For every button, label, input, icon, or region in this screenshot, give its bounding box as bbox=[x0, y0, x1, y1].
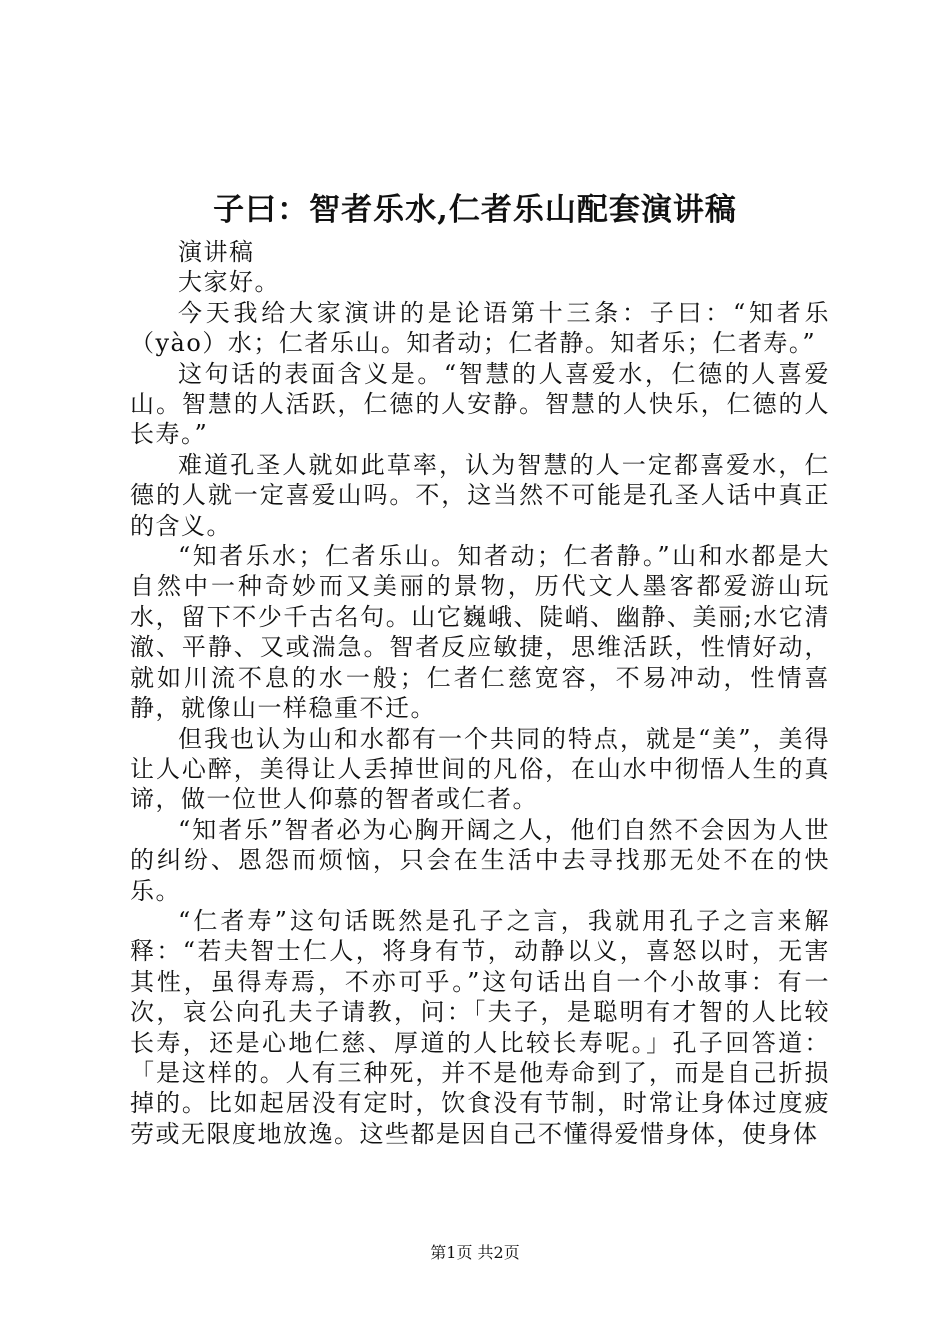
paragraph: “知者乐”智者必为心胸开阔之人，他们自然不会因为人世的纠纷、恩怨而烦恼，只会在生活中去寻找那无处不在的快乐。 bbox=[130, 815, 830, 905]
paragraph: 这句话的表面含义是。“智慧的人喜爱水，仁德的人喜爱山。智慧的人活跃，仁德的人安静。智慧的人快乐，仁德的人长寿。” bbox=[130, 359, 830, 449]
paragraph: “知者乐水；仁者乐山。知者动；仁者静。”山和水都是大自然中一种奇妙而又美丽的景物，历代文人墨客都爱游山玩水，留下不少千古名句。山它巍峨、陡峭、幽静、美丽;水它清澈、平静、又或湍急。智者反应敏捷，思维活跃，性情好动，就如川流不息的水一般；仁者仁慈宽容，不易冲动，性情喜静，就像山一样稳重不迁。 bbox=[130, 542, 830, 723]
document-title: 子曰：智者乐水,仁者乐山配套演讲稿 bbox=[213, 192, 737, 228]
paragraph-heading: 演讲稿 bbox=[178, 238, 255, 266]
page-footer: 第1页 共2页 bbox=[430, 1243, 520, 1262]
paragraph: “仁者寿”这句话既然是孔子之言，我就用孔子之言来解释：“若夫智士仁人，将身有节，动静以义，喜怒以时，无害其性，虽得寿焉，不亦可乎。”这句话出自一个小故事：有一次，哀公向孔夫子请教，问：「夫子，是聪明有才智的人比较长寿，还是心地仁慈、厚道的人比较长寿呢。」孔子回答道：「是这样的。人有三种死，并不是他寿命到了，而是自己折损掉的。比如起居没有定时，饮食没有节制，时常让身体过度疲劳或无限度地放逸。这些都是因自己不懂得爱惜身体，使身体 bbox=[130, 906, 830, 1148]
paragraph: 难道孔圣人就如此草率，认为智慧的人一定都喜爱水，仁德的人就一定喜爱山吗。不，这当然不可能是孔圣人话中真正的含义。 bbox=[130, 450, 830, 540]
paragraph: 但我也认为山和水都有一个共同的特点，就是“美”，美得让人心醉，美得让人丢掉世间的凡俗，在山水中彻悟人生的真谛，做一位世人仰慕的智者或仁者。 bbox=[130, 724, 830, 814]
paragraph: 今天我给大家演讲的是论语第十三条：子曰：“知者乐（yào）水；仁者乐山。知者动；仁者静。知者乐；仁者寿。” bbox=[130, 298, 830, 358]
document-body bbox=[130, 237, 830, 1149]
paragraph-greeting: 大家好。 bbox=[178, 268, 280, 297]
